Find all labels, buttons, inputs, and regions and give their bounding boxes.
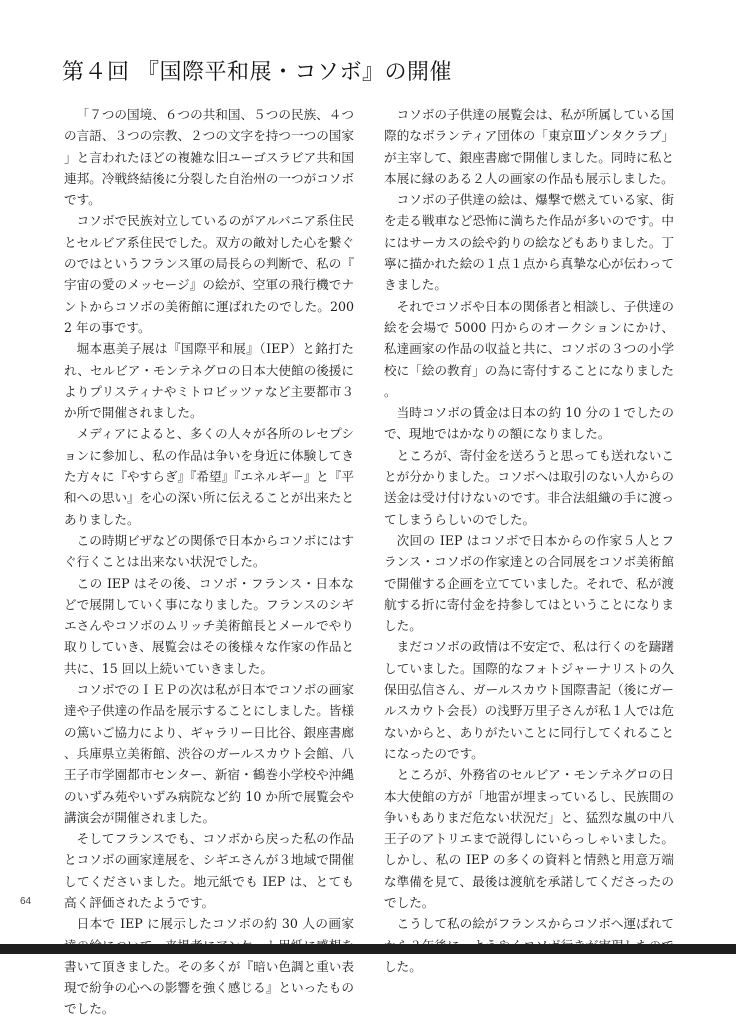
paragraph: 次回の IEP はコソボで日本からの作家５人とフランス・コソボの作家達との合同展をコソボ美術館で開催する企画を立てていました。それで、私が渡航する折に寄付金を持参してはということになりました。: [384, 532, 674, 634]
paragraph: 堀本惠美子展は『国際平和展』（IEP）と銘打たれ、セルビア・モンテネグロの日本大使館の後援によりプリスティナやミトロビッツァなど主要都市３か所で開催されました。: [64, 341, 354, 421]
paragraph: こうして私の絵がフランスからコソボへ運ばれて した。: [384, 916, 674, 974]
paragraph: コソボで民族対立しているのがアルバニア系住民とセルビア系住民でした。双方の敵対した心を繋ぐのではというフランス軍の局長らの判断で、私の『宇宙の愛のメッセージ』の絵が、空軍の飛行機でナントからコソボの美術館に運ばれたのでした。2002 年の事です。: [64, 213, 354, 335]
paragraph: ところが、寄付金を送ろうと思っても送れないことが分かりました。コソボへは取引のない人からの送金は受け付けないのです。非合法組織の手に渡ってしまうらしいのでした。: [384, 447, 674, 527]
paragraph: ところが、外務省のセルビア・モンテネグロの日本大使館の方が「地雷が埋まっているし、民族間の争いもありまだ危ない状況だ」と、猛烈な嵐の中八王子のアトリエまで説得しにいらっしゃいました。しかし、私の IEP の多くの資料と情熱と用意万端な準備を見て、最後は渡航を承諾してくださったのでした。: [384, 767, 674, 910]
page-title: 第４回 『国際平和展・コソボ』の開催: [62, 60, 452, 85]
right-text-column: [384, 104, 674, 977]
paragraph: この時期ビザなどの関係で日本からコソボにはすぐ行くことは出来ない状況でした。: [64, 532, 354, 570]
paragraph: 日本で IEP に展示したコソボの約 30 人の画家 書いて頂きました。その多くが『暗い色調と重い表現で紛争の心への影響を強く感じる』といったものでした。: [64, 916, 354, 1017]
paragraph: メディアによると、多くの人々が各所のレセプションに参加し、私の作品は争いを身近に体験してきた方々に『やすらぎ』『希望』『エネルギー』と『平和への思い』を心の深い所に伝えることが出来たとありました。: [64, 426, 354, 527]
left-text-column: [64, 104, 354, 1020]
paragraph: 「７つの国境、６つの共和国、５つの民族、４つの言語、３つの宗教、２つの文字を持つ一つの国家」と言われたほどの複雑な旧ユーゴスラビア共和国連邦。冷戦終結後に分裂した自治州の一つがコソボです。: [64, 107, 354, 208]
paragraph: まだコソボの政情は不安定で、私は行くのを躊躇していました。国際的なフォトジャーナリストの久保田弘信さん、ガールスカウト国際書記（後にガールスカウト会長）の浅野万里子さんが私１人では危ないからと、ありがたいことに同行してくれることになったのです。: [384, 639, 674, 761]
bottom-bar: [0, 944, 736, 954]
paragraph: コソボの子供達の展覧会は、私が所属している国際的なボランティア団体の「東京Ⅲゾンタクラブ」が主宰して、銀座書廊で開催しました。同時に私と本展に縁のある２人の画家の作品も展示しました。: [384, 107, 674, 186]
paragraph: そしてフランスでも、コソボから戻った私の作品とコソボの画家達展を、シギエさんが３地域で開催してくださいました。地元紙でも IEP は、とても高く評価されたようです。: [64, 831, 354, 910]
paragraph: 当時コソボの賃金は日本の約 10 分の１でしたので、現地ではかなりの額になりました。: [384, 405, 674, 442]
paragraph: この IEP はその後、コソボ・フランス・日本などで展開していく事になりました。フランスのシギエさんやコソボのムリッチ美術館長とメールでやり取りしていき、展覧会はその後様々な作家の作品と共に、15 回以上続いていきました。: [64, 575, 354, 676]
page-number: 64: [20, 896, 32, 907]
paragraph: コソボでのＩＥＰの次は私が日本でコソボの画家達や子供達の作品を展示することにしました。皆様の篤いご協力により、ギャラリー日比谷、銀座書廊、兵庫県立美術館、渋谷のガールスカウト会館、八王子市学園都市センター、新宿・鶴巻小学校や沖縄のいずみ苑やいずみ病院など約 10 か所で展覧会や講演会が開催されました。: [64, 682, 354, 825]
paragraph: それでコソボや日本の関係者と相談し、子供達の絵を会場で 5000 円からのオークションにかけ、私達画家の作品の収益と共に、コソボの３つの小学校に「絵の教育」の為に寄付することになりました。: [384, 298, 674, 399]
paragraph: コソボの子供達の絵は、爆撃で燃えている家、街を走る戦車など恐怖に満ちた作品が多いのです。中にはサーカスの絵や釣りの絵などもありました。丁寧に描かれた絵の１点１点から真摯な心が伝わってきました。: [384, 192, 674, 293]
